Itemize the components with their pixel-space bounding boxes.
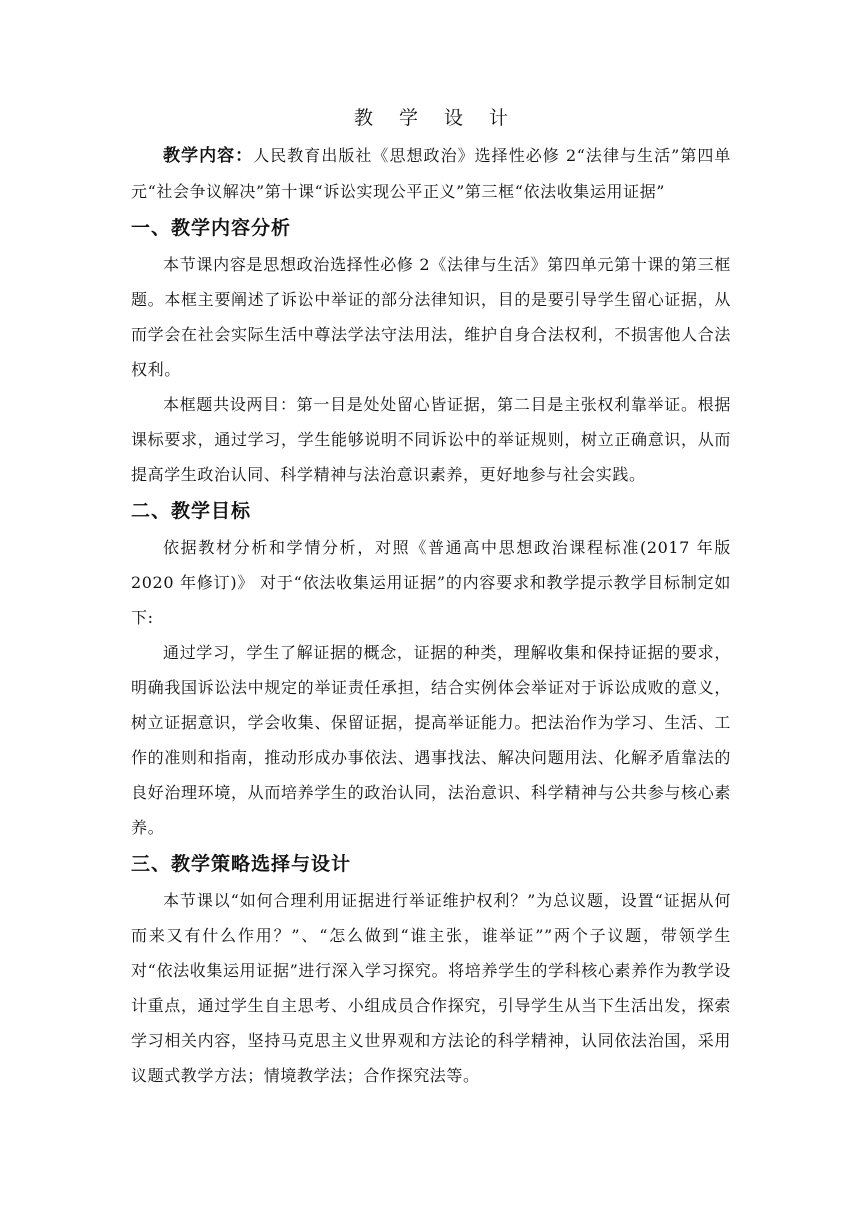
content-analysis-paragraph-2: 本框题共设两目：第一目是处处留心皆证据，第二目是主张权利靠举证。根据课标要求，通过学习，学生能够说明不同诉讼中的举证规则，树立正确意识，从而提高学生政治认同、科学精神与法治意识素养，更好地参与社会实践。: [131, 395, 731, 484]
intro-text: 人民教育出版社《思想政治》选择性必修 2“法律与生活”第四单元“社会争议解决”第十课“诉讼实现公平正义”第三框“依法收集运用证据”: [131, 146, 731, 201]
intro-paragraph: [131, 138, 731, 209]
teaching-goals-paragraph-2: 通过学习，学生了解证据的概念，证据的种类，理解收集和保持证据的要求，明确我国诉讼法中规定的举证责任承担，结合实例体会举证对于诉讼成败的意义，树立证据意识，学会收集、保留证据，提高举证能力。把法治作为学习、生活、工作的准则和指南，推动形成办事依法、遇事找法、解决问题用法、化解矛盾靠法的良好治理环境，从而培养学生的政治认同，法治意识、科学精神与公共参与核心素养。: [131, 643, 731, 837]
content-analysis-paragraph-1: 本节课内容是思想政治选择性必修 2《法律与生活》第四单元第十课的第三框题。本框主要阐述了诉讼中举证的部分法律知识，目的是要引导学生留心证据，从而学会在社会实际生活中尊法学法守法用法，维护自身合法权利，不损害他人合法权利。: [131, 255, 731, 379]
document-title: 教 学 设 计: [353, 107, 519, 129]
section-heading-teaching-goals: 二、教学目标: [131, 500, 252, 522]
intro-label: 教学内容：: [163, 146, 254, 166]
document-body: [131, 104, 731, 1093]
teaching-goals-paragraph-1: 依据教材分析和学情分析，对照《普通高中思想政治课程标准(2017 年版 2020 年修订)》 对于“依法收集运用证据”的内容要求和教学提示教学目标制定如下:: [131, 538, 731, 627]
section-heading-teaching-strategy: 三、教学策略选择与设计: [131, 853, 352, 875]
teaching-strategy-paragraph-1: 本节课以“如何合理利用证据进行举证维护权利？”为总议题，设置“证据从何而来又有什么作用？”、“怎么做到“谁主张，谁举证””两个子议题，带领学生对“依法收集运用证据”进行深入学习探究。将培养学生的学科核心素养作为教学设计重点，通过学生自主思考、小组成员合作探究，引导学生从当下生活出发，探索学习相关内容，坚持马克思主义世界观和方法论的科学精神，认同依法治国，采用议题式教学方法；情境教学法；合作探究法等。: [131, 891, 731, 1085]
section-heading-content-analysis: 一、教学内容分析: [131, 217, 292, 239]
